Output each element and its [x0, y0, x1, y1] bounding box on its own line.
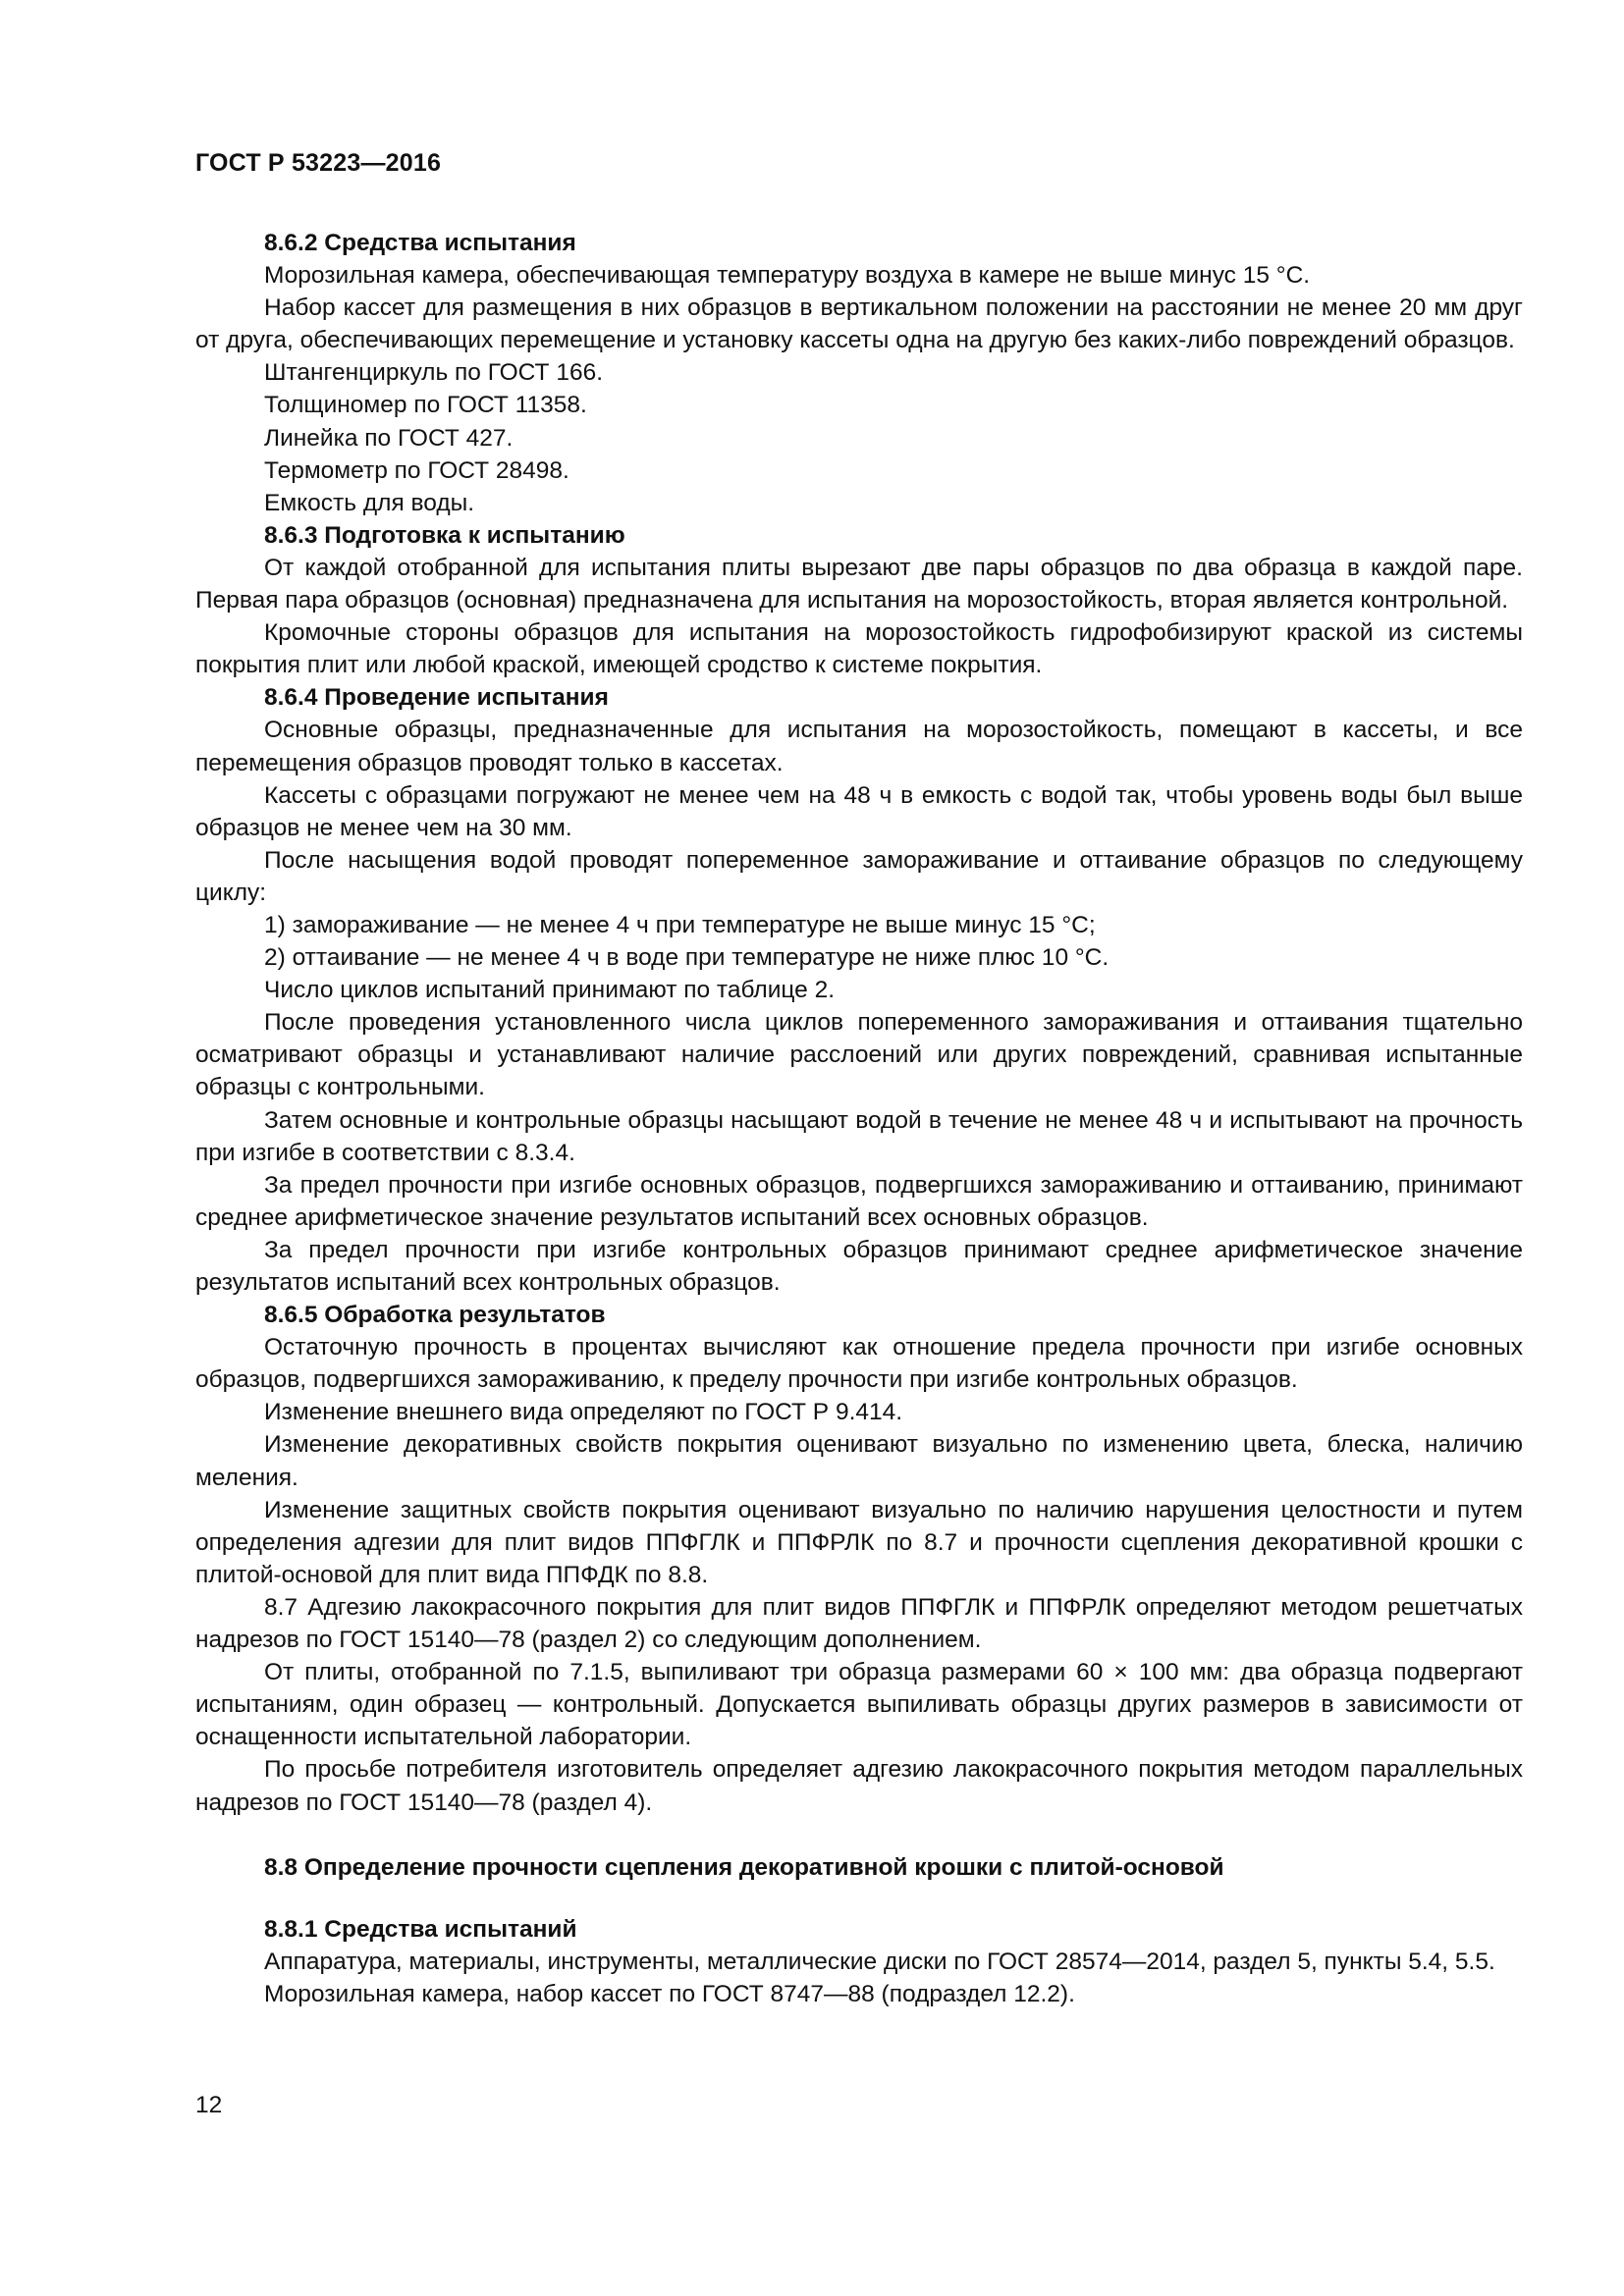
paragraph: Остаточную прочность в процентах вычисляют как отношение предела прочности при изгибе основных образцов, подвергшихся замораживанию, к пределу прочности при изгибе контрольных образцов. — [195, 1334, 1523, 1394]
paragraph: По просьбе потребителя изготовитель определяет адгезию лакокрасочного покрытия методом параллельных надрезов по ГОСТ 15140—78 (раздел 4). — [195, 1756, 1523, 1816]
section-heading-8-6-5: 8.6.5 Обработка результатов — [264, 1302, 606, 1329]
paragraph: Изменение декоративных свойств покрытия оценивают визуально по изменению цвета, блеска, наличию меления. — [195, 1431, 1523, 1491]
paragraph: Изменение внешнего вида определяют по ГОСТ Р 9.414. — [264, 1399, 903, 1426]
paragraph: Изменение защитных свойств покрытия оценивают визуально по наличию нарушения целостности и путем определения адгезии для плит видов ППФГЛК и ППФРЛК по 8.7 и прочности сцепления декоративной крошки с плитой-основой для плит вида ППФДК по 8.8. — [195, 1496, 1523, 1588]
paragraph: После насыщения водой проводят попеременное замораживание и оттаивание образцов по следующему циклу: — [195, 846, 1523, 906]
list-item: 2) оттаивание — не менее 4 ч в воде при температуре не ниже плюс 10 °С. — [264, 944, 1110, 972]
paragraph: От плиты, отобранной по 7.1.5, выпиливают три образца размерами 60 × 100 мм: два образца подвергают испытаниям, один образец — контрольный. Допускается выпиливать образцы других размеров в зависимости от оснащенности испытательной лаборатории. — [195, 1659, 1523, 1751]
section-heading-8-8-1: 8.8.1 Средства испытаний — [264, 1915, 577, 1943]
section-heading-8-6-3: 8.6.3 Подготовка к испытанию — [264, 521, 625, 549]
page-number: 12 — [195, 2092, 223, 2118]
paragraph: После проведения установленного числа циклов попеременного замораживания и оттаивания тщательно осматривают образцы и устанавливают наличие расслоений или других повреждений, сравнивая испытанные образцы с контрольными. — [195, 1009, 1523, 1101]
section-heading-8-6-4: 8.6.4 Проведение испытания — [264, 684, 609, 712]
paragraph: Линейка по ГОСТ 427. — [264, 424, 514, 452]
paragraph: За предел прочности при изгибе основных образцов, подвергшихся замораживанию и оттаиванию, принимают среднее арифметическое значение результатов испытаний всех основных образцов. — [195, 1171, 1523, 1231]
paragraph: Морозильная камера, обеспечивающая температуру воздуха в камере не выше минус 15 °С. — [264, 262, 1311, 290]
paragraph: Штангенциркуль по ГОСТ 166. — [264, 359, 604, 387]
paragraph: Набор кассет для размещения в них образцов в вертикальном положении на расстоянии не менее 20 мм друг от друга, обеспечивающих перемещение и установку кассеты одна на другую без каких-либо повреждений образцов. — [195, 294, 1523, 354]
paragraph: Емкость для воды. — [264, 489, 475, 516]
paragraph: Кромочные стороны образцов для испытания на морозостойкость гидрофобизируют краской из системы покрытия плит или любой краской, имеющей сродство к системе покрытия. — [195, 619, 1523, 679]
paragraph: Основные образцы, предназначенные для испытания на морозостойкость, помещают в кассеты, и все перемещения образцов проводят только в кассетах. — [195, 717, 1523, 776]
section-heading-8-8: 8.8 Определение прочности сцепления декоративной крошки с плитой-основой — [264, 1853, 1224, 1881]
paragraph: Число циклов испытаний принимают по таблице 2. — [264, 977, 836, 1004]
document-code: ГОСТ Р 53223—2016 — [195, 149, 442, 177]
paragraph-8-7: 8.7 Адгезию лакокрасочного покрытия для плит видов ППФГЛК и ППФРЛК определяют методом решетчатых надрезов по ГОСТ 15140—78 (раздел 2) со следующим дополнением. — [195, 1593, 1523, 1654]
paragraph: Кассеты с образцами погружают не менее чем на 48 ч в емкость с водой так, чтобы уровень воды был выше образцов не менее чем на 30 мм. — [195, 781, 1523, 841]
list-item: 1) замораживание — не менее 4 ч при температуре не выше минус 15 °С; — [264, 911, 1096, 938]
paragraph: От каждой отобранной для испытания плиты вырезают две пары образцов по два образца в каждой паре. Первая пара образцов (основная) предназначена для испытания на морозостойкость, вторая является контрольной. — [195, 554, 1523, 614]
paragraph: Затем основные и контрольные образцы насыщают водой в течение не менее 48 ч и испытывают на прочность при изгибе в соответствии с 8.3.4. — [195, 1106, 1523, 1166]
paragraph: Аппаратура, материалы, инструменты, металлические диски по ГОСТ 28574—2014, раздел 5, пункты 5.4, 5.5. — [264, 1948, 1495, 1975]
paragraph: Морозильная камера, набор кассет по ГОСТ 8747—88 (подраздел 12.2). — [264, 1980, 1075, 2007]
paragraph: Термометр по ГОСТ 28498. — [264, 456, 569, 484]
paragraph: Толщиномер по ГОСТ 11358. — [264, 392, 587, 419]
document-body — [195, 227, 1523, 2010]
section-heading-8-6-2: 8.6.2 Средства испытания — [264, 230, 576, 256]
paragraph: За предел прочности при изгибе контрольных образцов принимают среднее арифметическое значение результатов испытаний всех контрольных образцов. — [195, 1236, 1523, 1296]
